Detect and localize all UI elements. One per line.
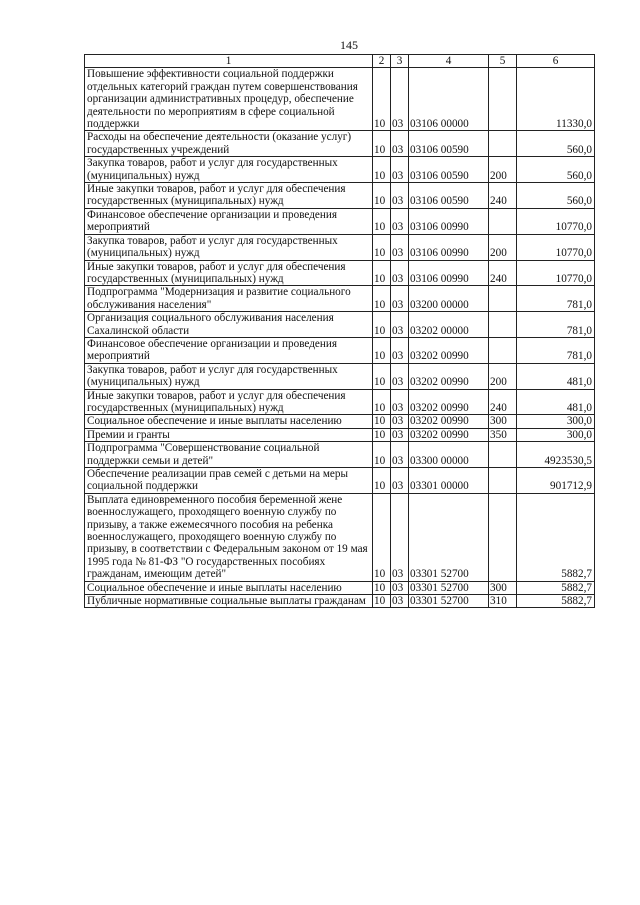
table-row [85,595,595,608]
target-article-code: 03106 00000 [409,68,489,131]
row-name: Закупка товаров, работ и услуг для государственных (муниципальных) нужд [85,157,373,183]
row-name: Премии и гранты [85,428,373,441]
expense-type-code [489,68,517,131]
table-row [85,183,595,209]
table-row [85,260,595,286]
table-row [85,68,595,131]
column-header: 3 [391,55,409,68]
expense-type-code: 310 [489,595,517,608]
row-name: Обеспечение реализации прав семей с детьми на меры социальной поддержки [85,468,373,494]
target-article-code: 03202 00990 [409,415,489,428]
table-row [85,286,595,312]
subsection-code: 03 [391,363,409,389]
row-name: Финансовое обеспечение организации и проведения мероприятий [85,337,373,363]
subsection-code: 03 [391,260,409,286]
column-header: 4 [409,55,489,68]
target-article-code: 03106 00990 [409,208,489,234]
amount: 781,0 [517,337,595,363]
subsection-code: 03 [391,183,409,209]
amount: 11330,0 [517,68,595,131]
expense-type-code: 200 [489,234,517,260]
subsection-code: 03 [391,157,409,183]
subsection-code: 03 [391,442,409,468]
subsection-code: 03 [391,595,409,608]
row-name: Подпрограмма "Совершенствование социальной поддержки семьи и детей" [85,442,373,468]
table-row [85,442,595,468]
table-row [85,493,595,581]
expense-type-code: 240 [489,183,517,209]
target-article-code: 03106 00590 [409,157,489,183]
amount: 481,0 [517,363,595,389]
section-code: 10 [373,595,391,608]
subsection-code: 03 [391,286,409,312]
expense-type-code [489,312,517,338]
table-row [85,157,595,183]
section-code: 10 [373,157,391,183]
amount: 560,0 [517,183,595,209]
row-name: Иные закупки товаров, работ и услуг для обеспечения государственных (муниципальных) нужд [85,183,373,209]
expense-type-code: 300 [489,415,517,428]
subsection-code: 03 [391,131,409,157]
row-name: Расходы на обеспечение деятельности (оказание услуг) государственных учреждений [85,131,373,157]
table-row [85,415,595,428]
target-article-code: 03301 52700 [409,581,489,594]
row-name: Социальное обеспечение и иные выплаты населению [85,415,373,428]
target-article-code: 03301 00000 [409,468,489,494]
column-header: 1 [85,55,373,68]
row-name: Иные закупки товаров, работ и услуг для обеспечения государственных (муниципальных) нужд [85,389,373,415]
amount: 5882,7 [517,581,595,594]
subsection-code: 03 [391,312,409,338]
amount: 300,0 [517,428,595,441]
section-code: 10 [373,428,391,441]
row-name: Финансовое обеспечение организации и проведения мероприятий [85,208,373,234]
subsection-code: 03 [391,581,409,594]
section-code: 10 [373,208,391,234]
page-number: 145 [340,38,358,52]
amount: 560,0 [517,131,595,157]
section-code: 10 [373,581,391,594]
section-code: 10 [373,234,391,260]
expense-type-code: 350 [489,428,517,441]
subsection-code: 03 [391,428,409,441]
expense-type-code [489,131,517,157]
amount: 781,0 [517,286,595,312]
row-name: Иные закупки товаров, работ и услуг для обеспечения государственных (муниципальных) нужд [85,260,373,286]
amount: 10770,0 [517,260,595,286]
amount: 10770,0 [517,234,595,260]
section-code: 10 [373,260,391,286]
target-article-code: 03106 00590 [409,131,489,157]
subsection-code: 03 [391,493,409,581]
amount: 5882,7 [517,493,595,581]
row-name: Подпрограмма "Модернизация и развитие социального обслуживания населения" [85,286,373,312]
table-header-row [85,55,595,68]
expense-type-code: 300 [489,581,517,594]
expense-type-code [489,286,517,312]
row-name: Закупка товаров, работ и услуг для государственных (муниципальных) нужд [85,234,373,260]
section-code: 10 [373,183,391,209]
table-row [85,468,595,494]
expense-type-code [489,468,517,494]
table-row [85,581,595,594]
target-article-code: 03106 00990 [409,260,489,286]
target-article-code: 03202 00000 [409,312,489,338]
amount: 781,0 [517,312,595,338]
amount: 481,0 [517,389,595,415]
target-article-code: 03301 52700 [409,595,489,608]
row-name: Публичные нормативные социальные выплаты гражданам [85,595,373,608]
expense-type-code: 200 [489,363,517,389]
amount: 10770,0 [517,208,595,234]
table-row [85,337,595,363]
row-name: Выплата единовременного пособия беременной жене военнослужащего, проходящего военную службу по призыву, а также ежемесячного пособия на ребенка военнослужащего, проходящего военную службу по призыву, в соответствии с Федеральным законом от 19 мая 1995 года № 81-ФЗ "О государственных пособиях гражданам, имеющим детей" [85,493,373,581]
section-code: 10 [373,493,391,581]
expense-type-code: 240 [489,389,517,415]
row-name: Социальное обеспечение и иные выплаты населению [85,581,373,594]
target-article-code: 03202 00990 [409,363,489,389]
subsection-code: 03 [391,415,409,428]
subsection-code: 03 [391,337,409,363]
section-code: 10 [373,363,391,389]
section-code: 10 [373,312,391,338]
section-code: 10 [373,468,391,494]
table-row [85,234,595,260]
expense-type-code [489,337,517,363]
target-article-code: 03106 00590 [409,183,489,209]
row-name: Организация социального обслуживания населения Сахалинской области [85,312,373,338]
row-name: Повышение эффективности социальной поддержки отдельных категорий граждан путем совершенствования организации административных процедур, обеспечение деятельности по мероприятиям в сфере социальной поддержки [85,68,373,131]
expense-type-code [489,493,517,581]
subsection-code: 03 [391,208,409,234]
budget-table [84,54,595,608]
subsection-code: 03 [391,234,409,260]
expense-type-code: 240 [489,260,517,286]
amount: 560,0 [517,157,595,183]
expense-type-code [489,442,517,468]
subsection-code: 03 [391,468,409,494]
amount: 901712,9 [517,468,595,494]
table-row [85,208,595,234]
table-row [85,131,595,157]
target-article-code: 03202 00990 [409,428,489,441]
column-header: 6 [517,55,595,68]
column-header: 2 [373,55,391,68]
section-code: 10 [373,131,391,157]
target-article-code: 03300 00000 [409,442,489,468]
target-article-code: 03202 00990 [409,337,489,363]
section-code: 10 [373,286,391,312]
table-row [85,312,595,338]
expense-type-code [489,208,517,234]
table-row [85,428,595,441]
section-code: 10 [373,68,391,131]
section-code: 10 [373,415,391,428]
amount: 4923530,5 [517,442,595,468]
expense-type-code: 200 [489,157,517,183]
table-row [85,363,595,389]
target-article-code: 03301 52700 [409,493,489,581]
section-code: 10 [373,389,391,415]
amount: 5882,7 [517,595,595,608]
column-header: 5 [489,55,517,68]
section-code: 10 [373,442,391,468]
target-article-code: 03202 00990 [409,389,489,415]
row-name: Закупка товаров, работ и услуг для государственных (муниципальных) нужд [85,363,373,389]
target-article-code: 03106 00990 [409,234,489,260]
subsection-code: 03 [391,68,409,131]
amount: 300,0 [517,415,595,428]
section-code: 10 [373,337,391,363]
target-article-code: 03200 00000 [409,286,489,312]
table-row [85,389,595,415]
subsection-code: 03 [391,389,409,415]
